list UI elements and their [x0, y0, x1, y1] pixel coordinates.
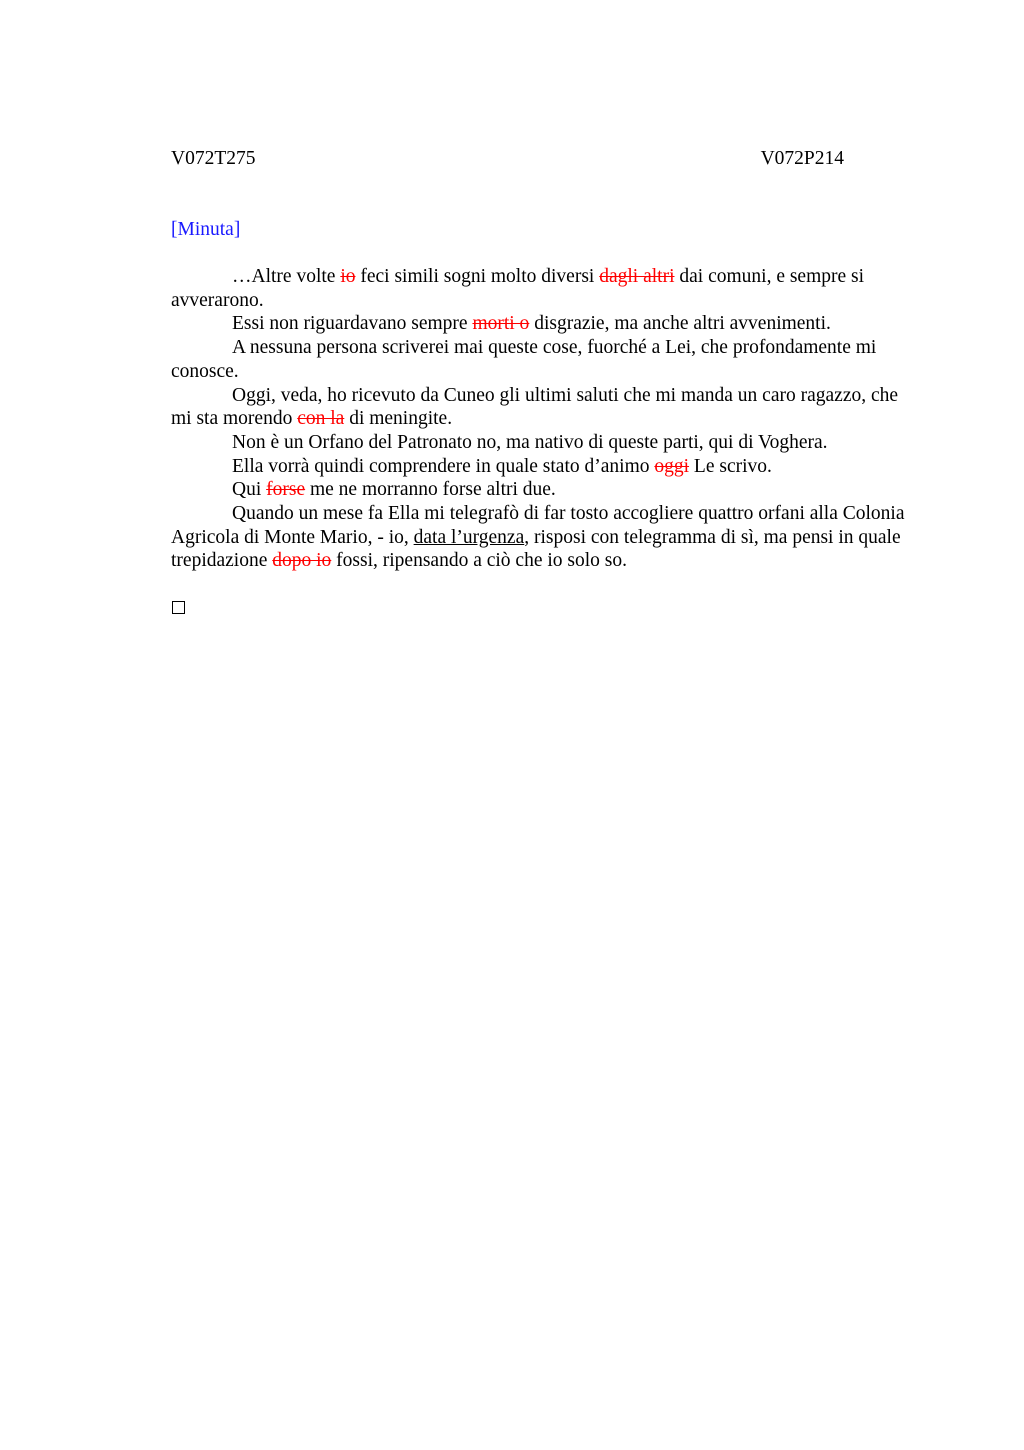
document-header	[171, 146, 844, 172]
deleted-text: dopo io	[272, 550, 332, 572]
paragraph-text: Le scrivo.	[689, 455, 772, 477]
section-label: [Minuta]	[171, 219, 241, 240]
paragraph-text: Quando un mese fa Ella mi telegrafò di far tosto accogliere quattro orfani alla Colonia Agricola di Monte Mario, - io,	[171, 503, 905, 548]
paragraph-text: Oggi, veda, ho ricevuto da Cuneo gli ultimi saluti che mi manda un caro ragazzo, che mi sta morendo	[171, 384, 899, 430]
paragraph-text: me ne morranno forse altri due.	[305, 479, 556, 501]
letter-paragraph	[171, 502, 917, 573]
deleted-text: forse	[266, 479, 306, 501]
letter-paragraph	[171, 455, 917, 479]
letter-body	[171, 265, 917, 573]
letter-paragraph	[171, 384, 917, 431]
letter-paragraph	[171, 265, 917, 312]
paragraph-text: feci simili sogni molto diversi	[355, 266, 600, 287]
deleted-text: io	[340, 266, 356, 287]
letter-paragraph	[171, 478, 917, 502]
underlined-text: data l’urgenza	[413, 526, 525, 548]
paragraph-text: Qui	[232, 479, 267, 501]
paragraph-text: dai comuni, e sempre si avverarono.	[171, 266, 865, 311]
document-code-left: V072T275	[171, 148, 256, 169]
letter-paragraph	[171, 312, 917, 336]
paragraph-text: Non è un Orfano del Patronato no, ma nativo di queste parti, qui di Voghera.	[232, 431, 828, 453]
square-outline-icon	[172, 601, 185, 614]
paragraph-text: Essi non riguardavano sempre	[232, 313, 473, 335]
deleted-text: con la	[297, 408, 345, 430]
letter-paragraph	[171, 431, 917, 455]
paragraph-text: fossi, ripensando a ciò che io solo so.	[331, 550, 627, 572]
paragraph-text: …Altre volte	[232, 266, 341, 287]
deleted-text: dagli altri	[599, 266, 675, 287]
paragraph-text: A nessuna persona scriverei mai queste cose, fuorché a Lei, che profondamente mi conosce.	[171, 337, 877, 382]
paragraph-text: , risposi con telegramma di sì, ma pensi in quale trepidazione	[171, 526, 901, 572]
letter-paragraph	[171, 336, 917, 383]
paragraph-text: disgrazie, ma anche altri avvenimenti.	[529, 313, 831, 335]
paragraph-text: Ella vorrà quindi comprendere in quale stato d’animo	[232, 455, 655, 477]
document-code-right: V072P214	[760, 148, 844, 169]
deleted-text: oggi	[654, 455, 690, 477]
deleted-text: morti o	[472, 313, 530, 335]
paragraph-text: di meningite.	[344, 408, 453, 430]
